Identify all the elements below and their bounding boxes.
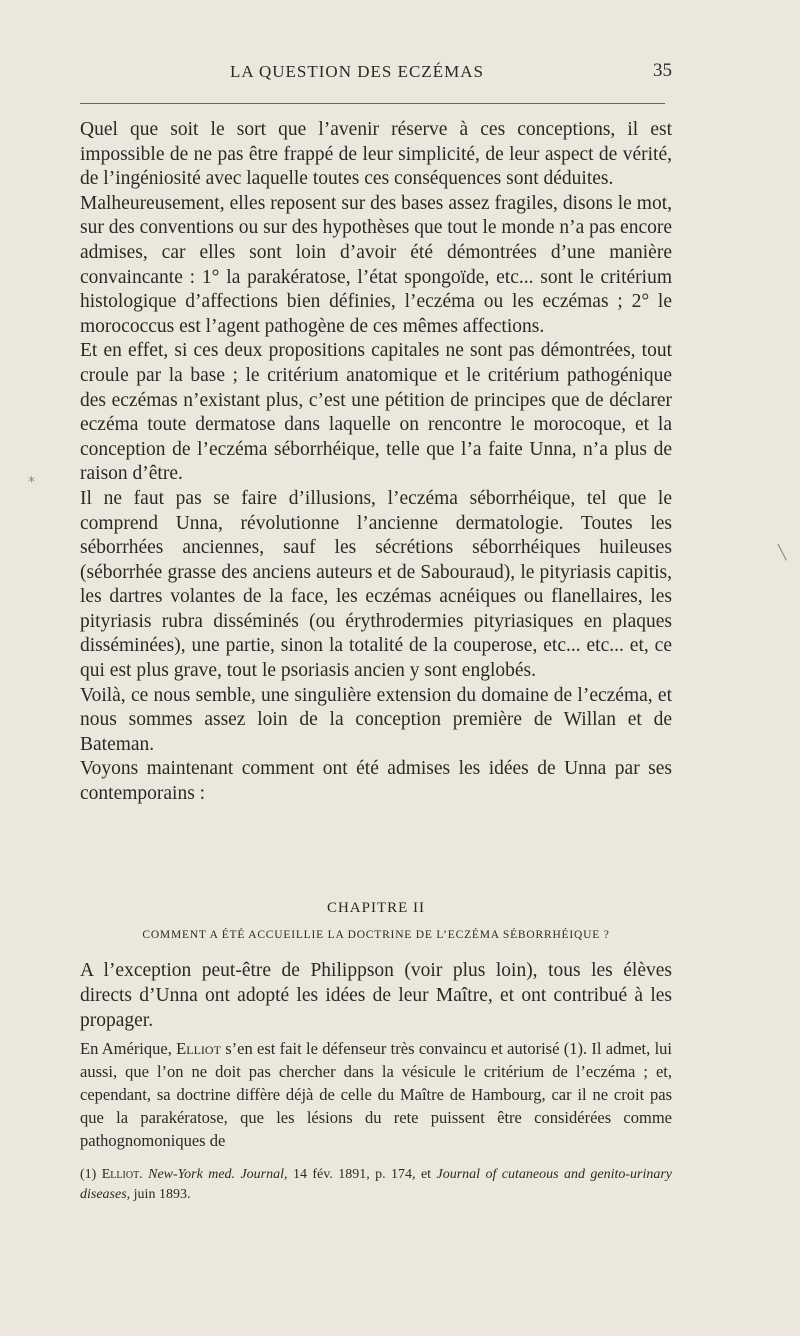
footnote-detail: 14 fév. 1891, p. 174, et	[287, 1167, 437, 1182]
small-paragraph-lead: En Amérique,	[80, 1039, 177, 1058]
footnote-journal-2: Journal of cutaneous and genito-urinary diseases,	[80, 1167, 673, 1202]
paragraph: Et en effet, si ces deux propositions capitales ne sont pas démontrées, tout croule par la base ; le critérium anatomique et le critérium pathogénique des eczémas n’existant plus, c’est une pétition de principes que de déclarer eczéma toute dermatose dans laquelle on rencontre le morocoque, et la conception de l’eczéma séborrhéique, telle que l’a faite Unna, n’a plus de raison d’être.	[80, 340, 672, 485]
chapter-heading	[80, 900, 672, 941]
paragraph: Voilà, ce nous semble, une singulière extension du domaine de l’eczéma, et nous sommes assez loin de la conception première de Willan et de Bateman.	[80, 684, 672, 755]
body-text	[80, 118, 672, 807]
small-paragraph	[80, 1037, 672, 1152]
page-number: 35	[653, 60, 672, 81]
footnote-journal-1: New-York med. Journal,	[148, 1167, 288, 1182]
chapter-title: CHAPITRE II	[326, 900, 426, 916]
chapter-paragraph: A l’exception peut-être de Philippson (voir plus loin), tous les élèves directs d’Unna ont adopté les idées de leur Maître, et ont contribué à les propager.	[80, 960, 672, 1031]
chapter-subtitle: COMMENT A ÉTÉ ACCUEILLIE LA DOCTRINE DE L’ECZÉMA SÉBORRHÉIQUE ?	[142, 929, 610, 941]
running-title: LA QUESTION DES ECZÉMAS	[230, 62, 484, 81]
author-name: Elliot	[176, 1039, 221, 1058]
paragraph: Voyons maintenant comment ont été admises les idées de Unna par ses contemporains :	[80, 758, 672, 805]
running-header	[80, 62, 672, 90]
small-paragraph-rest: s’en est fait le défenseur très convaincu et autorisé (1). Il admet, lui aussi, que l’on ne doit pas chercher dans la vésicule le critérium de l’eczéma ; et, cependant, sa doctrine diffère déjà de celle du Maître de Hambourg, car il ne croit pas que la parakératose, que les lésions du rete puissent être considérées comme pathognomoniques de	[80, 1039, 672, 1150]
header-rule	[80, 103, 665, 104]
paragraph: Il ne faut pas se faire d’illusions, l’eczéma séborrhéique, tel que le comprend Unna, révolutionne l’ancienne dermatologie. Toutes les séborrhées anciennes, sauf les sécrétions séborrhéiques huileuses (séborrhée grasse des anciens auteurs et de Sabouraud), le pityriasis capitis, les dartres volantes de la face, les eczémas acnéiques ou flanellaires, les pityriasis rubra disséminés (ou érythrodermies pityriasiques en plaques disséminées), une partie, sinon la totalité de la couperose, etc... etc... et, ce qui est plus grave, tout le psoriasis ancien y sont englobés.	[80, 487, 672, 682]
margin-pencil-mark: ╲	[778, 545, 787, 561]
footnote-number: (1)	[80, 1167, 102, 1182]
footnote	[80, 1165, 672, 1205]
margin-pencil-mark: ⁎	[28, 470, 35, 486]
footnote-author: Elliot.	[101, 1167, 143, 1182]
paragraph: Quel que soit le sort que l’avenir réserve à ces conceptions, il est impossible de ne pas être frappé de leur simplicité, de leur aspect de vérité, de l’ingéniosité avec laquelle toutes ces conséquences sont déduites.	[80, 119, 672, 190]
footnote-date: juin 1893.	[130, 1187, 191, 1202]
paragraph: Malheureusement, elles reposent sur des bases assez fragiles, disons le mot, sur des conventions ou sur des hypothèses que tout le monde n’a pas encore admises, car elles sont loin d’avoir été démontrées d’une manière convaincante : 1° la parakératose, l’état spongoïde, etc... sont le critérium histologique d’affections bien définies, l’eczéma ou les eczémas ; 2° le morococcus est l’agent pathogène de ces mêmes affections.	[80, 192, 672, 337]
